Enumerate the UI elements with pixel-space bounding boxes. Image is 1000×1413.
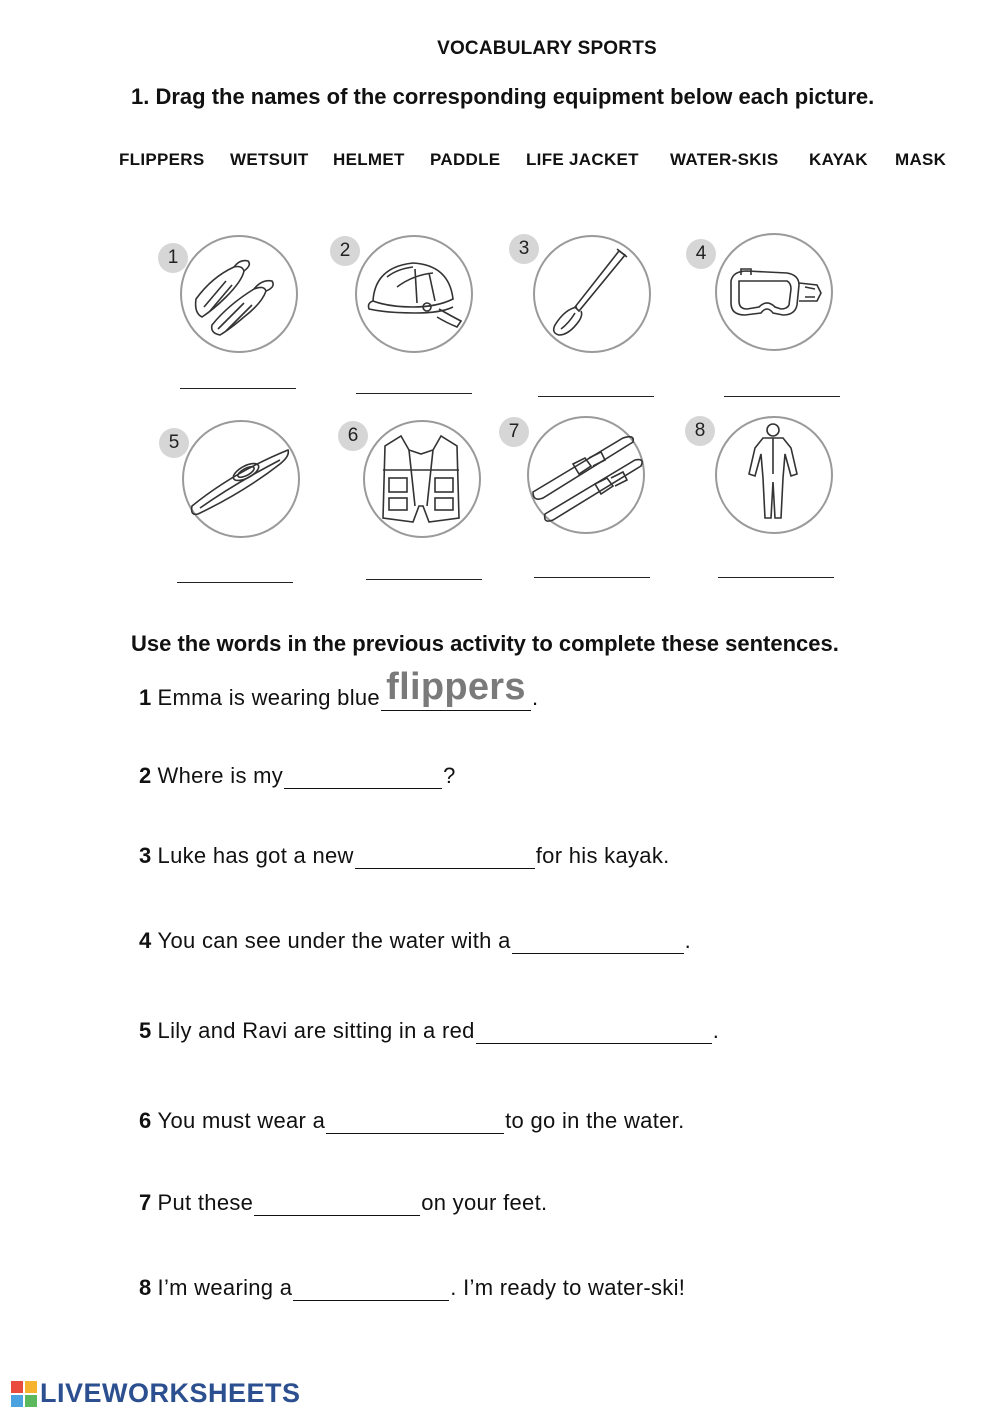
sentence-number: 7 xyxy=(139,1190,152,1215)
word-flippers[interactable]: FLIPPERS xyxy=(119,150,205,169)
sentence-text-end: ? xyxy=(443,763,456,788)
liveworksheets-logo-icon xyxy=(10,1379,38,1409)
sentence-text-end: for his kayak. xyxy=(535,843,670,868)
sentence-text: You can see under the water with a xyxy=(157,928,511,953)
picture-number-5: 5 xyxy=(159,428,189,458)
picture-2 xyxy=(355,235,473,353)
kayak-icon xyxy=(184,422,298,536)
activity2-instruction: Use the words in the previous activity to complete these sentences. xyxy=(131,631,839,656)
picture-number-6: 6 xyxy=(338,421,368,451)
word-helmet[interactable]: HELMET xyxy=(333,150,405,169)
worksheet-title: VOCABULARY SPORTS xyxy=(437,38,657,59)
picture-6-drop-zone[interactable] xyxy=(366,579,482,580)
sentence-4-blank[interactable] xyxy=(512,923,684,954)
sentence-7-blank[interactable] xyxy=(254,1185,420,1216)
picture-number-1: 1 xyxy=(158,243,188,273)
picture-3 xyxy=(533,235,651,353)
sentence-5-blank[interactable] xyxy=(476,1013,712,1044)
word-kayak[interactable]: KAYAK xyxy=(809,150,868,169)
picture-6 xyxy=(363,420,481,538)
flippers-icon xyxy=(182,237,296,351)
picture-3-drop-zone[interactable] xyxy=(538,396,654,397)
picture-7-drop-zone[interactable] xyxy=(534,577,650,578)
activity1-instruction: 1. Drag the names of the corresponding equipment below each picture. xyxy=(131,84,875,109)
sentence-text-end: to go in the water. xyxy=(505,1108,685,1133)
picture-1 xyxy=(180,235,298,353)
paddle-icon xyxy=(535,237,649,351)
sentence-text: Where is my xyxy=(157,763,284,788)
sentence-text: Put these xyxy=(157,1190,254,1215)
sentence-number: 8 xyxy=(139,1275,152,1300)
sentence-8 xyxy=(139,1270,685,1301)
sentence-text: Luke has got a new xyxy=(157,843,354,868)
sentence-3 xyxy=(139,838,670,869)
sentence-text-end: on your feet. xyxy=(421,1190,548,1215)
helmet-icon xyxy=(357,237,471,351)
sentence-5 xyxy=(139,1013,719,1044)
picture-7 xyxy=(527,416,645,534)
sentence-text-end: . xyxy=(684,928,692,953)
sentence-text-end: . I’m ready to water-ski! xyxy=(450,1275,686,1300)
sentence-1-blank[interactable] xyxy=(381,666,531,711)
sentence-2 xyxy=(139,758,456,789)
picture-4-drop-zone[interactable] xyxy=(724,396,840,397)
sentence-1 xyxy=(139,666,539,711)
mask-icon xyxy=(717,235,831,349)
sentence-number: 2 xyxy=(139,763,152,788)
sentence-text-end: . xyxy=(712,1018,720,1043)
life-jacket-icon xyxy=(365,422,479,536)
sentence-number: 3 xyxy=(139,843,152,868)
word-paddle[interactable]: PADDLE xyxy=(430,150,501,169)
picture-8-drop-zone[interactable] xyxy=(718,577,834,578)
sentence-3-blank[interactable] xyxy=(355,838,535,869)
word-life-jacket[interactable]: LIFE JACKET xyxy=(526,150,639,169)
sentence-text: You must wear a xyxy=(157,1108,326,1133)
picture-1-drop-zone[interactable] xyxy=(180,388,296,389)
sentence-4 xyxy=(139,923,691,954)
word-water-skis[interactable]: WATER-SKIS xyxy=(670,150,779,169)
sentence-number: 5 xyxy=(139,1018,152,1043)
sentence-text-end: . xyxy=(531,685,539,710)
picture-8 xyxy=(715,416,833,534)
water-skis-icon xyxy=(529,418,643,532)
sentence-8-blank[interactable] xyxy=(293,1270,449,1301)
sentence-number: 1 xyxy=(139,685,152,710)
picture-number-2: 2 xyxy=(330,236,360,266)
sentence-1-answer: flippers xyxy=(386,666,526,708)
picture-2-drop-zone[interactable] xyxy=(356,393,472,394)
picture-5-drop-zone[interactable] xyxy=(177,582,293,583)
picture-number-4: 4 xyxy=(686,239,716,269)
picture-4 xyxy=(715,233,833,351)
sentence-number: 4 xyxy=(139,928,152,953)
picture-number-7: 7 xyxy=(499,417,529,447)
sentence-text: I’m wearing a xyxy=(157,1275,293,1300)
sentence-2-blank[interactable] xyxy=(284,758,442,789)
sentence-number: 6 xyxy=(139,1108,152,1133)
sentence-text: Lily and Ravi are sitting in a red xyxy=(157,1018,475,1043)
liveworksheets-logo[interactable] xyxy=(10,1378,301,1409)
sentence-text: Emma is wearing blue xyxy=(157,685,380,710)
word-mask[interactable]: MASK xyxy=(895,150,947,169)
logo-text: LIVEWORKSHEETS xyxy=(40,1378,301,1408)
wetsuit-icon xyxy=(717,418,831,532)
picture-number-3: 3 xyxy=(509,234,539,264)
sentence-6 xyxy=(139,1103,684,1134)
sentence-6-blank[interactable] xyxy=(326,1103,504,1134)
sentence-7 xyxy=(139,1185,547,1216)
picture-number-8: 8 xyxy=(685,416,715,446)
picture-5 xyxy=(182,420,300,538)
word-wetsuit[interactable]: WETSUIT xyxy=(230,150,309,169)
